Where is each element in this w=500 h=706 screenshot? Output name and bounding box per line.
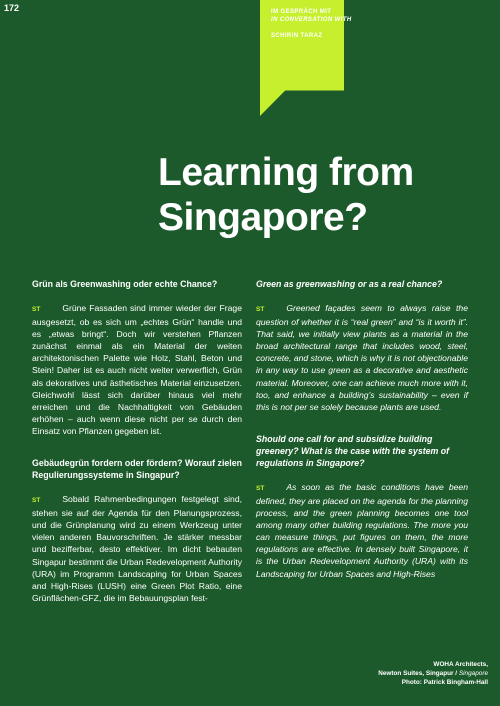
de-paragraph-1 xyxy=(32,302,242,437)
en-paragraph-1-text: Greened façades seem to always raise the question of whether it is “real green” and “is it worth it”. That said, we initially view plants as a material in the broad architectural range that includes wood, steel, concrete, and stone, which is why it is not objectionable in any way to use green as a decorative and aesthetic material. Moreover, one can achieve much more with it, too, and enhance a building’s sustainability – even if this is not per se solely because plants are used. xyxy=(256,303,468,412)
en-heading-2: Should one call for and subsidize building greenery? What is the case with the system of regulations in Singapore? xyxy=(256,433,450,468)
en-paragraph-2-text: As soon as the basic conditions have been defined, they are placed on the agenda for the planning process, and the green planning becomes one tool among many other building regulations. The more you can measure things, put figures on them, the more regulations are effective. In densely built Singapore, it is the Urban Redevelopment Authority (URA) with its Landscaping for Urban Spaces and High-Rises xyxy=(256,481,468,579)
photo-credit xyxy=(378,660,488,688)
speaker-marker: ST xyxy=(32,497,41,505)
credit-photographer: Photo: Patrick Bingham-Hall xyxy=(401,679,488,687)
speaker-marker: ST xyxy=(32,306,41,313)
de-paragraph-2 xyxy=(32,493,242,604)
conversation-label-en: IN CONVERSATION WITH xyxy=(271,17,352,23)
english-column xyxy=(256,278,468,600)
page-number: 172 xyxy=(4,3,20,13)
speaker-marker: ST xyxy=(256,306,265,313)
en-heading-1: Green as greenwashing or as a real chance? xyxy=(256,279,443,289)
credit-project-place-en: Singapore xyxy=(458,670,488,678)
de-paragraph-1-text: Grüne Fassaden sind immer wieder der Frage ausgesetzt, ob es sich um „echtes Grün“ handle und es „etwas bringt“. Doch wir verstehen Pflanzen zunächst einmal als ein Material der weiten architektonischen Palette wie Holz, Stahl, Beton und Stein! Daher ist es auch nicht weiter verwerflich, Grün als dekoratives und ästhetisches Material einzusetzen. Gleichwohl lässt sich darüber hinaus viel mehr erreichen und die Nachhaltigkeit von Gebäuden erhöhen – auch wenn diese nicht per se durch den Einsatz von Pflanzen gegeben ist. xyxy=(32,303,242,436)
german-column xyxy=(32,278,242,624)
credit-project-place: Newton Suites, Singapur / xyxy=(378,670,459,678)
credit-project xyxy=(378,669,488,678)
de-heading-2: Gebäudegrün fordern oder fördern? Worauf zielen Regulierungssysteme in Singapur? xyxy=(32,458,242,481)
interviewer-name: SCHIRIN TARAZ xyxy=(271,33,323,39)
en-paragraph-1 xyxy=(256,302,468,413)
conversation-label-de: IM GESPRÄCH MIT xyxy=(271,9,332,15)
de-heading-1: Grün als Greenwashing oder echte Chance? xyxy=(32,279,218,289)
en-paragraph-2 xyxy=(256,481,468,580)
conversation-label xyxy=(271,8,352,40)
de-paragraph-2-text: Sobald Rahmenbedingungen festgelegt sind, stehen sie auf der Agenda für den Planungsprozess, und die Grünplanung wird zu einem Werkzeug unter vielen anderen Bauvorschriften. Je stärker messbar und bezifferbar, desto effektiver. Im dicht bebauten Singapur bestimmt die Urban Redevelopment Authority (URA) im Programm Landscaping for Urban Spaces and High-Rises (LUSH) eine Green Plot Ratio, eine Grünflächen-GFZ, die im Bebauungsplan fest- xyxy=(32,494,242,603)
credit-architect: WOHA Architects, xyxy=(433,661,488,668)
speaker-marker: ST xyxy=(256,484,265,492)
headline: Learning from Singapore? xyxy=(158,151,414,239)
